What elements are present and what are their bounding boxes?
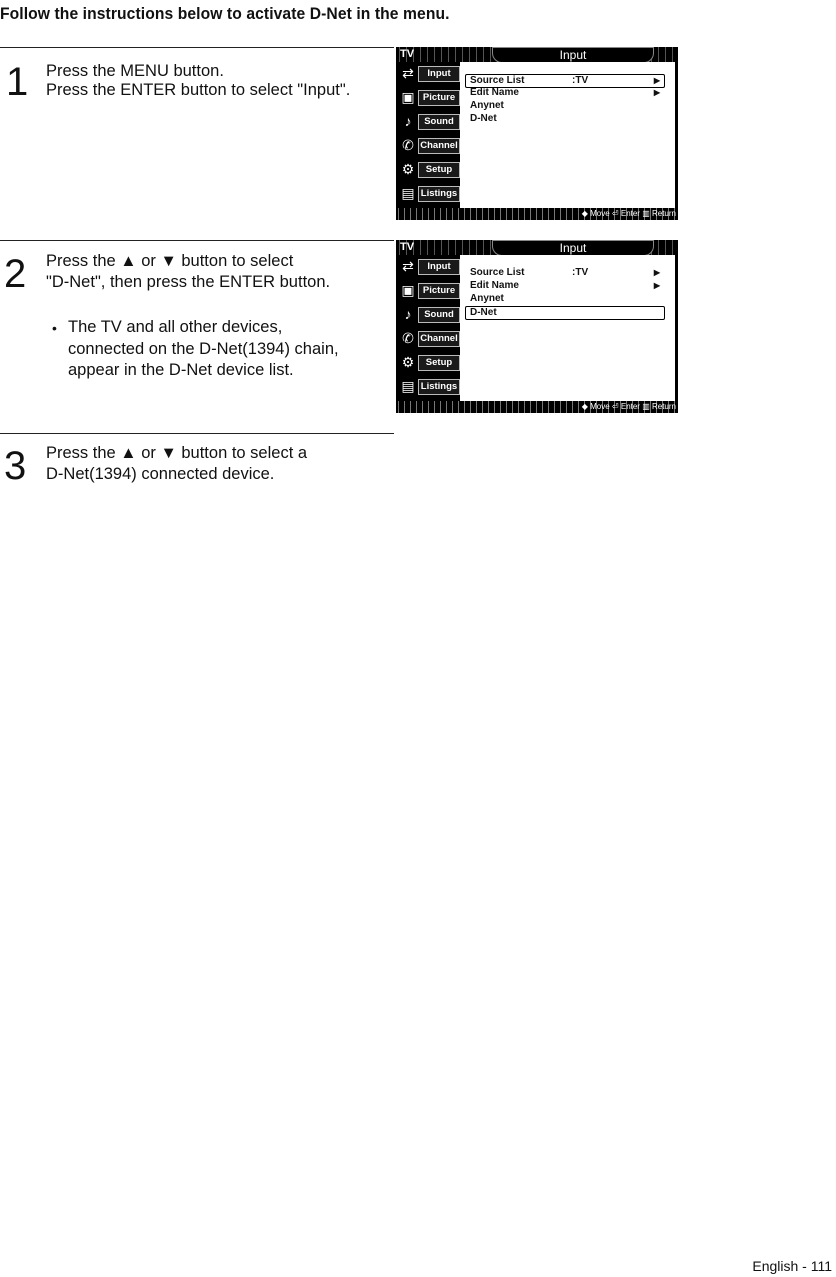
tv-menu-item [466, 293, 664, 305]
step-divider [0, 47, 394, 48]
tv-sidebar-label: Sound [418, 307, 460, 323]
tv-menu-item [466, 100, 664, 112]
picture-icon: ▣ [401, 282, 415, 298]
page-footer: English - 111 [752, 1258, 832, 1274]
tv-sidebar-label: Input [418, 66, 460, 82]
tv-menu-item [466, 87, 664, 99]
step-text-line: Press the ▲ or ▼ button to select [46, 252, 294, 270]
tv-sidebar-item-sound [396, 110, 460, 133]
tv-menu-item-label: Source List [470, 267, 525, 278]
tv-menu-screenshot [396, 240, 678, 413]
setup-icon: ⚙ [401, 161, 415, 177]
tv-menu-item-label: Edit Name [470, 280, 519, 291]
tv-menu-title: Input [492, 240, 654, 256]
picture-icon: ▣ [401, 89, 415, 105]
tv-sidebar-item-listings [396, 182, 460, 205]
step-number: 3 [4, 444, 27, 488]
step-text-line: "D-Net", then press the ENTER button. [46, 273, 331, 291]
tv-menu-item-label: Anynet [470, 293, 504, 304]
tv-sidebar-item-input [396, 62, 460, 85]
submenu-arrow-icon: ▶ [653, 268, 660, 277]
listings-icon: ▤ [401, 378, 415, 394]
tv-sidebar-label: Picture [418, 283, 460, 299]
tv-sidebar-item-picture [396, 86, 460, 109]
input-icon: ⇄ [402, 65, 414, 81]
bullet-text-line: appear in the D-Net device list. [68, 361, 294, 379]
tv-sidebar [396, 255, 460, 401]
tv-sidebar-label: Listings [418, 186, 460, 202]
submenu-arrow-icon: ▶ [653, 281, 660, 290]
tv-menu-item-label: Source List [470, 75, 525, 86]
tv-sidebar-item-listings [396, 375, 460, 398]
tv-sidebar-label: Input [418, 259, 460, 275]
bullet-text-line: connected on the D-Net(1394) chain, [68, 340, 339, 358]
step-number: 2 [4, 252, 27, 296]
channel-icon: ✆ [402, 330, 414, 346]
tv-menu-item [466, 113, 664, 125]
step-number: 1 [6, 60, 29, 104]
tv-sidebar-item-channel [396, 134, 460, 157]
tv-sidebar-item-picture [396, 279, 460, 302]
tv-sidebar-label: Listings [418, 379, 460, 395]
tv-sidebar-label: Channel [418, 331, 460, 347]
step-text-line: Press the MENU button. [46, 62, 224, 80]
tv-menu-item-value: :TV [572, 267, 589, 278]
tv-sidebar-label: Setup [418, 162, 460, 178]
tv-menu-item [466, 280, 664, 292]
page-heading: Follow the instructions below to activate D-Net in the menu. [0, 4, 450, 23]
tv-sidebar [396, 62, 460, 208]
sound-icon: ♪ [404, 306, 412, 322]
tv-menu-panel [460, 62, 675, 208]
tv-sidebar-item-channel [396, 327, 460, 350]
bullet-dot: • [52, 320, 57, 336]
tv-logo: TV [400, 48, 415, 60]
step-divider [0, 240, 394, 241]
step-text-line: Press the ▲ or ▼ button to select a [46, 444, 308, 462]
tv-sidebar-item-setup [396, 351, 460, 374]
tv-menu-panel [460, 255, 675, 401]
tv-sidebar-label: Sound [418, 114, 460, 130]
step-text-line: Press the ENTER button to select "Input". [46, 81, 351, 99]
tv-sidebar-item-setup [396, 158, 460, 181]
submenu-arrow-icon: ▶ [653, 88, 660, 97]
channel-icon: ✆ [402, 137, 414, 153]
tv-nav-hints: ◆ Move ⏎ Enter ▥ Return [581, 209, 676, 218]
tv-menu-item-label: Edit Name [470, 87, 519, 98]
listings-icon: ▤ [401, 185, 415, 201]
tv-menu-item-label: D-Net [470, 307, 497, 318]
tv-menu-item-label: Anynet [470, 100, 504, 111]
tv-sidebar-item-input [396, 255, 460, 278]
submenu-arrow-icon: ▶ [653, 76, 660, 85]
tv-menu-item [466, 267, 664, 279]
step-text-line: D-Net(1394) connected device. [46, 465, 275, 483]
tv-menu-item-label: D-Net [470, 113, 497, 124]
tv-nav-hints: ◆ Move ⏎ Enter ▥ Return [581, 402, 676, 411]
tv-sidebar-label: Picture [418, 90, 460, 106]
input-icon: ⇄ [402, 258, 414, 274]
bullet-text-line: The TV and all other devices, [68, 318, 283, 336]
tv-menu-item-value: :TV [572, 75, 589, 86]
tv-sidebar-label: Channel [418, 138, 460, 154]
sound-icon: ♪ [404, 113, 412, 129]
tv-menu-item [465, 306, 665, 320]
tv-sidebar-item-sound [396, 303, 460, 326]
tv-menu-item [465, 74, 665, 88]
step-divider [0, 433, 394, 434]
tv-menu-screenshot [396, 47, 678, 220]
tv-sidebar-label: Setup [418, 355, 460, 371]
setup-icon: ⚙ [401, 354, 415, 370]
tv-logo: TV [400, 241, 415, 253]
tv-menu-title: Input [492, 47, 654, 63]
